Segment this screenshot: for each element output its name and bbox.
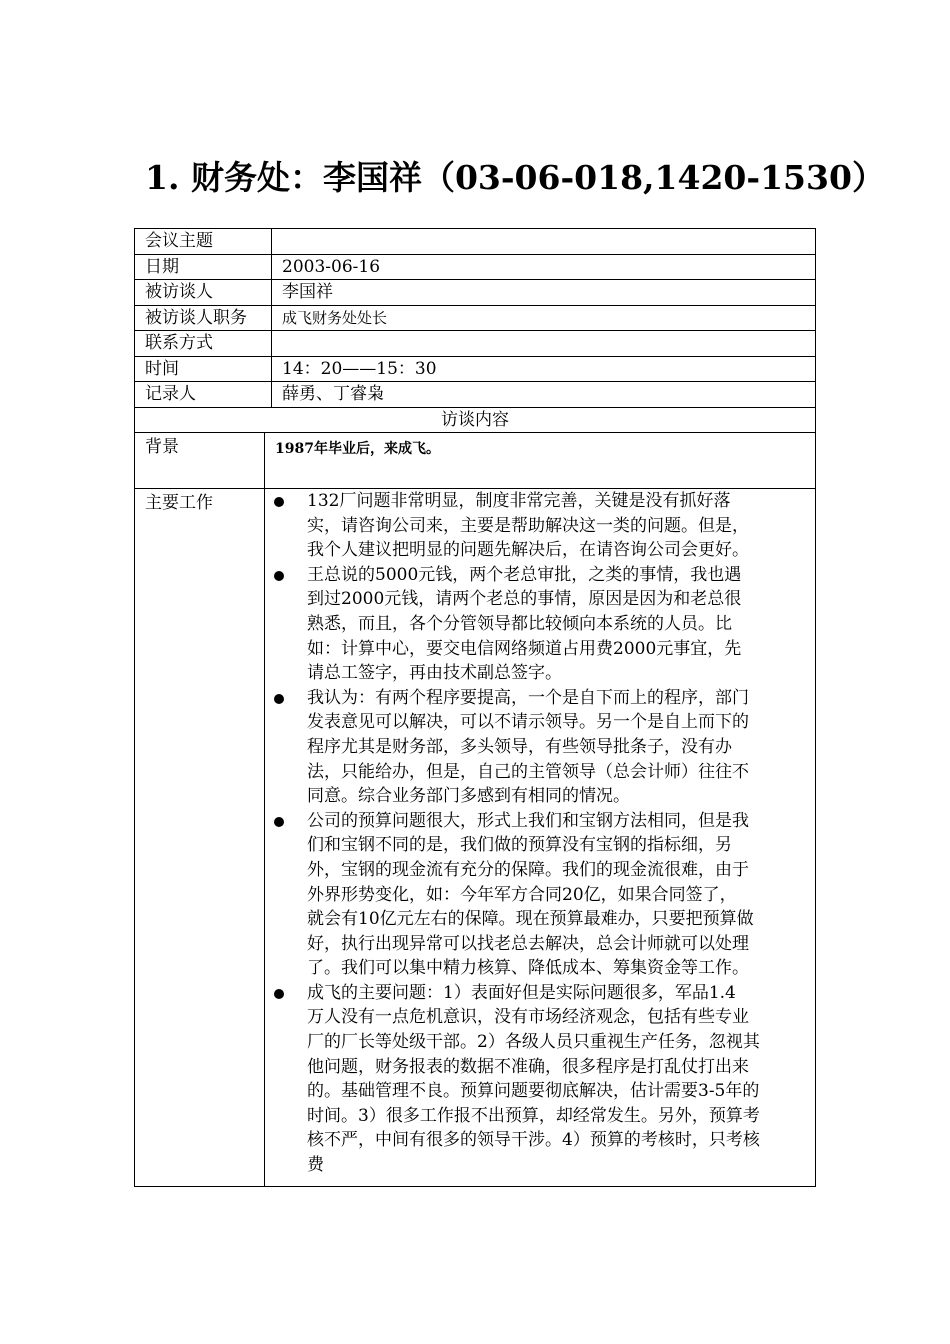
topic-label: 会议主题 <box>135 229 272 254</box>
list-item-text: 我认为：有两个程序要提高，一个是自下而上的程序，部门 发表意见可以解决，可以不请示领导。另一个是自上而下的 程序尤其是财务部，多头领导，有些领导批条子，没有办 法，只能给办，但是，自己的主管领导（总会计师）往往不 同意。综合业务部门多感到有相同的情况。 <box>307 687 749 807</box>
time-label: 时间 <box>135 357 272 382</box>
table-row-main-work <box>135 489 815 1186</box>
bullet-icon <box>274 694 284 704</box>
table-row-background <box>135 433 815 489</box>
contact-label: 联系方式 <box>135 331 272 356</box>
table-row-date <box>135 255 815 281</box>
position-label: 被访谈人职务 <box>135 306 272 331</box>
table-row-position <box>135 306 815 332</box>
bullet-icon <box>274 497 284 507</box>
list-item-text: 成飞的主要问题：1）表面好但是实际问题很多，军品1.4 万人没有一点危机意识，没有市场经济观念，包括有些专业 厂的厂长等处级干部。2）各级人员只重视生产任务，忽视其 他问题，财务报表的数据不准确，很多程序是打乱仗打出来 的。基础管理不良。预算问题要彻底解决，估计需要3-5年的 时间。3）很多工作报不出预算，却经常发生。另外，预算考 核不严，中间有很多的领导干涉。4）预算的考核时，只考核 费 <box>307 982 760 1176</box>
bullet-icon <box>274 989 284 999</box>
list-item <box>265 809 807 981</box>
list-item <box>265 686 807 809</box>
date-label: 日期 <box>135 255 272 280</box>
recorder-label: 记录人 <box>135 382 272 407</box>
interview-table <box>134 228 816 1187</box>
bullet-icon <box>274 571 284 581</box>
background-label: 背景 <box>135 433 265 488</box>
table-row-recorder <box>135 382 815 408</box>
list-item <box>265 563 807 686</box>
bullet-icon <box>274 817 284 827</box>
list-item <box>265 981 807 1178</box>
list-item-text: 132厂问题非常明显，制度非常完善，关键是没有抓好落 实，请咨询公司来，主要是帮助解决这一类的问题。但是， 我个人建议把明显的问题先解决后，在请咨询公司会更好。 <box>307 491 749 561</box>
topic-value <box>272 229 815 254</box>
date-value: 2003-06-16 <box>282 256 381 277</box>
contact-value <box>272 331 815 356</box>
table-row-topic <box>135 229 815 255</box>
section-header: 访谈内容 <box>441 409 509 430</box>
list-item-text: 公司的预算问题很大，形式上我们和宝钢方法相同，但是我 们和宝钢不同的是，我们做的预算没有宝钢的指标细，另 外，宝钢的现金流有充分的保障。我们的现金流很难，由于 外界形势变化，如：今年军方合同20亿，如果合同签了， 就会有10亿元左右的保障。现在预算最难办，只要把预算做 好，执行出现异常可以找老总去解决，总会计师就可以处理 了。我们可以集中精力核算、降低成本、筹集资金等工作。 <box>307 810 754 979</box>
main-work-list <box>265 489 815 1186</box>
page-title: 1. 财务处：李国祥（03-06-018,1420-1530） <box>145 158 885 197</box>
table-row-interviewee <box>135 280 815 306</box>
interviewee-value: 李国祥 <box>282 282 333 302</box>
main-work-label: 主要工作 <box>135 489 265 1186</box>
interviewee-label: 被访谈人 <box>135 280 272 305</box>
table-row-section-header <box>135 408 815 434</box>
table-row-time <box>135 357 815 383</box>
table-row-contact <box>135 331 815 357</box>
background-text: 1987年毕业后，来成飞。 <box>275 441 440 457</box>
recorder-value: 薛勇、丁睿枭 <box>282 384 384 404</box>
list-item <box>265 489 807 563</box>
time-value: 14：20——15：30 <box>282 358 437 379</box>
position-value: 成飞财务处处长 <box>282 308 388 327</box>
list-item-text: 王总说的5000元钱，两个老总审批，之类的事情，我也遇 到过2000元钱，请两个老总的事情，原因是因为和老总很 熟悉，而且，各个分管领导都比较倾向本系统的人员。比 如：计算中心，要交电信网络频道占用费2000元事宜，先 请总工签字，再由技术副总签字。 <box>307 564 742 684</box>
